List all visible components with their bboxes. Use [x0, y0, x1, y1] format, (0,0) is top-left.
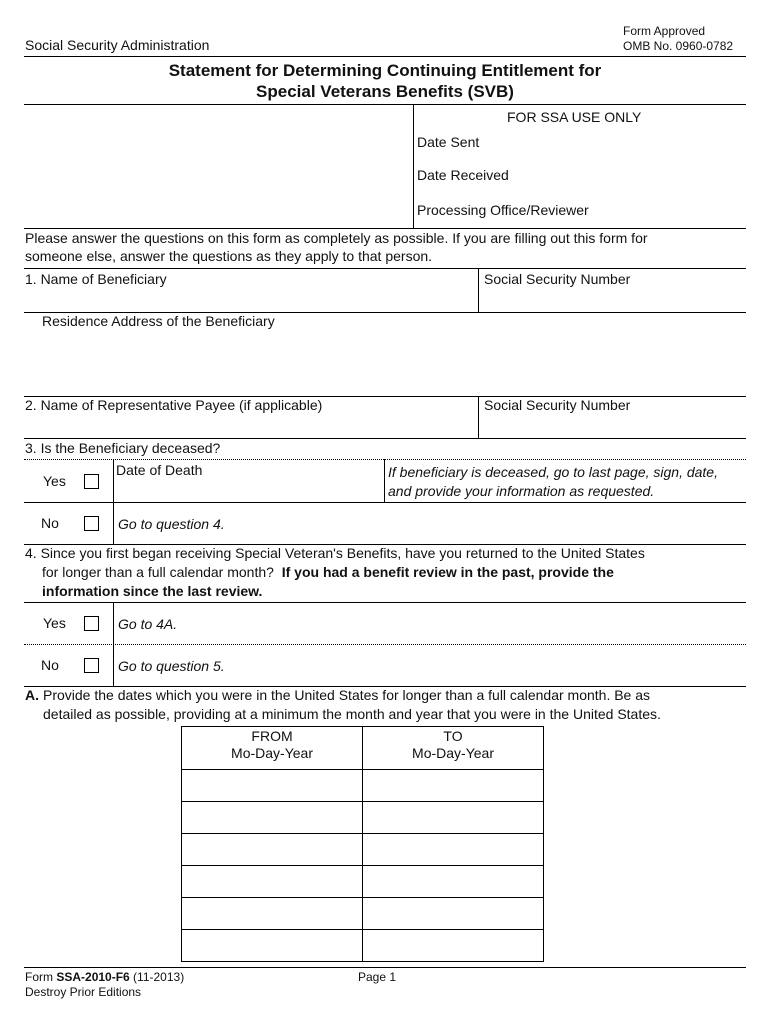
agency-name: Social Security Administration [25, 37, 210, 53]
to-header-line-1: TO [443, 728, 463, 744]
from-date-cell[interactable] [182, 866, 363, 898]
ssa-use-divider [413, 104, 414, 228]
beneficiary-ssn-field[interactable] [482, 290, 744, 310]
form-prefix: Form [25, 970, 57, 984]
table-row [182, 770, 544, 802]
q4a-letter: A. [25, 687, 39, 703]
q3-dotted-rule [24, 459, 746, 460]
to-column-header [363, 727, 544, 770]
instructions-line-1: Please answer the questions on this form as completely as possible. If you are filling out this form for [25, 230, 648, 246]
us-dates-table [181, 726, 544, 962]
q4-no-instruction: Go to question 5. [118, 658, 225, 674]
q4-no-divider [113, 644, 114, 686]
from-date-cell[interactable] [182, 834, 363, 866]
form-title-line-1: Statement for Determining Continuing Entitlement for [168, 61, 602, 80]
q4-line-2-plain: for longer than a full calendar month? [42, 564, 274, 580]
q1-divider [478, 268, 479, 312]
ssa-use-heading: FOR SSA USE ONLY [507, 109, 642, 125]
q4-no-checkbox[interactable] [84, 658, 99, 673]
from-date-cell[interactable] [182, 898, 363, 930]
date-received-label: Date Received [417, 167, 509, 183]
deceased-note-line-2: and provide your information as requested. [388, 483, 655, 499]
date-sent-label: Date Sent [417, 134, 480, 150]
q4a-line-1: Provide the dates which you were in the United States for longer than a full calendar month. Be as [43, 687, 651, 703]
us-dates-header-row [182, 727, 544, 770]
destroy-prior-editions: Destroy Prior Editions [25, 985, 142, 999]
q4-yes-instruction: Go to 4A. [118, 616, 178, 632]
to-date-cell[interactable] [363, 898, 544, 930]
q4-line-3: information since the last review. [42, 583, 263, 599]
q3-no-label: No [41, 515, 59, 531]
title-rule [24, 104, 746, 105]
residence-address-label: Residence Address of the Beneficiary [42, 313, 275, 329]
table-row [182, 898, 544, 930]
q3-question: 3. Is the Beneficiary deceased? [25, 440, 221, 456]
q3-no-divider [113, 502, 114, 544]
omb-number: OMB No. 0960-0782 [623, 39, 734, 53]
q4-line-1: 4. Since you first began receiving Special Veteran's Benefits, have you returned to the United States [25, 545, 645, 561]
q3-yes-divider [113, 459, 114, 502]
payee-name-field[interactable] [26, 416, 474, 436]
from-header-line-2: Mo-Day-Year [231, 745, 313, 761]
payee-ssn-field[interactable] [482, 416, 744, 436]
date-of-death-label: Date of Death [116, 462, 203, 478]
to-date-cell[interactable] [363, 770, 544, 802]
q4-no-label: No [41, 657, 59, 673]
from-date-cell[interactable] [182, 770, 363, 802]
to-header-line-2: Mo-Day-Year [412, 745, 494, 761]
payee-name-label: 2. Name of Representative Payee (if applicable) [25, 397, 323, 413]
q3-note-divider [384, 459, 385, 502]
table-row [182, 866, 544, 898]
q4-yes-label: Yes [43, 615, 66, 631]
deceased-note-line-1: If beneficiary is deceased, go to last page, sign, date, [388, 464, 718, 480]
q3-yes-label: Yes [43, 473, 66, 489]
date-of-death-field[interactable] [116, 480, 382, 500]
beneficiary-name-field[interactable] [26, 290, 474, 310]
q3-yes-checkbox[interactable] [84, 474, 99, 489]
form-title-line-2: Special Veterans Benefits (SVB) [256, 82, 514, 101]
form-number [25, 970, 184, 984]
footer-rule [24, 967, 746, 968]
form-id: SSA-2010-F6 [56, 970, 130, 984]
ssa-use-rule [24, 228, 746, 229]
q4-dotted-rule [24, 644, 746, 645]
from-date-cell[interactable] [182, 802, 363, 834]
from-column-header [182, 727, 363, 770]
q4-line-2 [42, 564, 614, 580]
q4-line-2-bold: If you had a benefit review in the past, provide the [281, 564, 614, 580]
q3-mid-rule [24, 502, 746, 503]
table-row [182, 802, 544, 834]
header-rule [24, 56, 746, 57]
from-header-line-1: FROM [251, 728, 293, 744]
table-row [182, 930, 544, 962]
from-date-cell[interactable] [182, 930, 363, 962]
q4a-line-2: detailed as possible, providing at a minimum the month and year that you were in the United States. [43, 706, 661, 722]
to-date-cell[interactable] [363, 834, 544, 866]
q2-bottom-rule [24, 438, 746, 439]
beneficiary-name-label: 1. Name of Beneficiary [25, 271, 167, 287]
q3-no-checkbox[interactable] [84, 516, 99, 531]
form-date: (11-2013) [129, 970, 185, 984]
to-date-cell[interactable] [363, 930, 544, 962]
instructions-line-2: someone else, answer the questions as they apply to that person. [25, 248, 433, 264]
residence-address-field[interactable] [26, 334, 744, 394]
table-row [182, 834, 544, 866]
form-approved-label: Form Approved [623, 24, 706, 38]
q4-yes-divider [113, 602, 114, 644]
q1-top-rule [24, 268, 746, 269]
payee-ssn-label: Social Security Number [484, 397, 631, 413]
q4-yes-checkbox[interactable] [84, 616, 99, 631]
q2-divider [478, 396, 479, 438]
beneficiary-ssn-label: Social Security Number [484, 271, 631, 287]
q4-top-rule [24, 602, 746, 603]
to-date-cell[interactable] [363, 866, 544, 898]
q3-no-instruction: Go to question 4. [118, 516, 225, 532]
to-date-cell[interactable] [363, 802, 544, 834]
page-number: Page 1 [358, 970, 397, 984]
processing-office-label: Processing Office/Reviewer [417, 202, 589, 218]
